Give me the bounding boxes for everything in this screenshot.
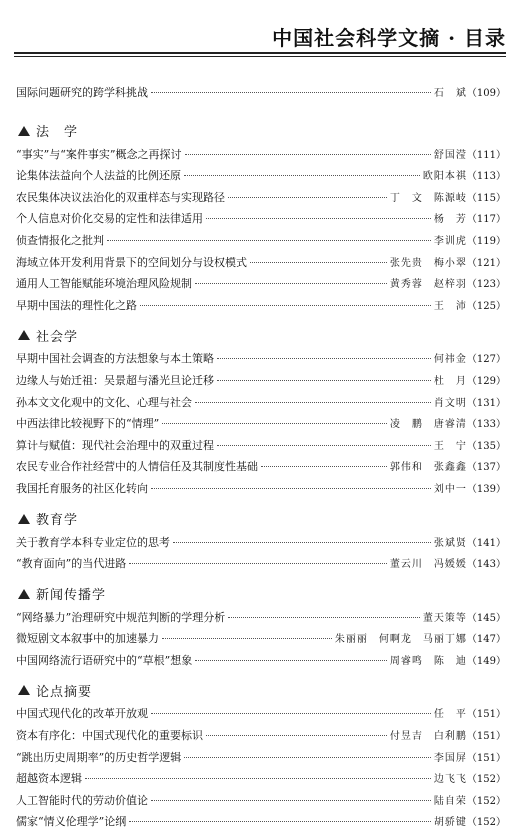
toc-entry[interactable] xyxy=(16,703,506,725)
entry-author: 欧阳本祺 xyxy=(422,171,467,183)
entry-title: 早期中国社会调查的方法想象与本土策略 xyxy=(16,352,214,366)
dot-leader xyxy=(217,445,431,446)
toc-entry[interactable] xyxy=(16,747,506,769)
entry-author: 肖文明 xyxy=(433,397,467,409)
entry-author: 郭伟和 张鑫鑫 xyxy=(389,462,467,474)
dot-leader xyxy=(206,735,387,736)
entry-author: 陆自荣 xyxy=(433,795,467,807)
entry-title: “网络暴力”治理研究中规范判断的学理分析 xyxy=(16,610,226,624)
entry-author: 周睿鸣 陈 迪 xyxy=(389,655,467,667)
section-heading xyxy=(16,118,506,144)
dot-leader xyxy=(195,402,431,403)
entry-title: 中国式现代化的改革开放观 xyxy=(16,707,148,721)
entry-page-number: （115） xyxy=(466,192,506,204)
entry-author: 朱丽丽 何啊龙 马丽丁娜 xyxy=(334,634,467,646)
toc-entry[interactable] xyxy=(16,348,506,370)
triangle-bullet-icon xyxy=(18,514,30,524)
entry-page-number: （151） xyxy=(466,752,506,764)
entry-author: 舒国滢 xyxy=(433,149,467,161)
section-title: 论点摘要 xyxy=(36,684,93,700)
dot-leader xyxy=(195,660,387,661)
dot-leader xyxy=(261,466,387,467)
entry-page-number: （131） xyxy=(466,397,506,409)
entry-author: 凌 鹏 唐睿清 xyxy=(389,419,467,431)
dot-leader xyxy=(250,262,387,263)
triangle-bullet-icon xyxy=(18,126,30,136)
entry-page-number: （127） xyxy=(466,354,506,366)
toc-entry[interactable] xyxy=(16,725,506,747)
entry-author: 董云川 冯媛媛 xyxy=(389,559,467,571)
entry-author: 何祎金 xyxy=(433,354,467,366)
triangle-bullet-icon xyxy=(18,685,30,695)
dot-leader xyxy=(173,542,431,543)
toc-entry[interactable] xyxy=(16,532,506,554)
toc-entry[interactable] xyxy=(16,370,506,392)
section-title: 社会学 xyxy=(36,329,79,345)
dot-leader xyxy=(195,283,387,284)
dot-leader xyxy=(85,778,431,779)
entry-title: 中西法律比较视野下的“情理” xyxy=(16,417,160,431)
entry-author: 董天策等 xyxy=(422,612,467,624)
page-header-title: 中国社会科学文摘 · 目录 xyxy=(272,26,506,50)
entry-author: 胡骄键 xyxy=(433,817,467,829)
toc-entry[interactable] xyxy=(16,187,506,209)
toc-entry[interactable] xyxy=(16,628,506,650)
entry-page-number: （117） xyxy=(466,214,506,226)
dot-leader xyxy=(129,821,431,822)
entry-title: 个人信息对价化交易的定性和法律适用 xyxy=(16,212,203,226)
entry-title: 孙本文文化观中的文化、心理与社会 xyxy=(16,395,192,409)
table-of-contents xyxy=(16,82,506,833)
header-rule-thick xyxy=(14,52,506,54)
entry-page-number: （135） xyxy=(466,440,506,452)
entry-title: 超越资本逻辑 xyxy=(16,772,82,786)
entry-page-number: （151） xyxy=(466,709,506,721)
toc-entry[interactable] xyxy=(16,435,506,457)
section-heading xyxy=(16,581,506,607)
entry-title: 人工智能时代的劳动价值论 xyxy=(16,793,148,807)
toc-entry[interactable] xyxy=(16,208,506,230)
entry-page-number: （147） xyxy=(466,634,506,646)
entry-page-number: （152） xyxy=(466,817,506,829)
entry-page-number: （125） xyxy=(466,300,506,312)
dot-leader xyxy=(162,638,332,639)
toc-entry[interactable] xyxy=(16,607,506,629)
entry-page-number: （149） xyxy=(466,655,506,667)
entry-author: 张斌贤 xyxy=(433,537,467,549)
entry-title: 我国托育服务的社区化转向 xyxy=(16,481,148,495)
dot-leader xyxy=(151,800,431,801)
triangle-bullet-icon xyxy=(18,330,30,340)
entry-author: 杜 月 xyxy=(433,375,467,387)
entry-page-number: （141） xyxy=(466,537,506,549)
section-title: 新闻传播学 xyxy=(36,588,107,604)
toc-entry[interactable] xyxy=(16,650,506,672)
entry-title: “教育面向”的当代进路 xyxy=(16,557,127,571)
entry-author: 张先贵 梅小翠 xyxy=(389,257,467,269)
entry-page-number: （113） xyxy=(466,171,506,183)
entry-title: 关于教育学本科专业定位的思考 xyxy=(16,535,170,549)
dot-leader xyxy=(151,713,431,714)
toc-entry[interactable] xyxy=(16,413,506,435)
triangle-bullet-icon xyxy=(18,589,30,599)
dot-leader xyxy=(162,423,387,424)
entry-title: 海域立体开发利用背景下的空间划分与设权模式 xyxy=(16,255,247,269)
entry-page-number: （152） xyxy=(466,774,506,786)
section-title: 教育学 xyxy=(36,513,79,528)
entry-page-number: （139） xyxy=(466,483,506,495)
entry-author: 石 斌 xyxy=(433,88,467,99)
entry-title: 通用人工智能赋能环境治理风险规制 xyxy=(16,277,192,291)
entry-title: 边缘人与始迁祖：吴景超与潘光旦论迁移 xyxy=(16,373,214,387)
entry-title: 论集体法益向个人法益的比例还原 xyxy=(16,169,181,183)
entry-page-number: （129） xyxy=(466,375,506,387)
toc-entry[interactable] xyxy=(16,165,506,187)
entry-author: 王 沛 xyxy=(433,300,467,312)
toc-entry[interactable] xyxy=(16,478,506,500)
toc-entry[interactable] xyxy=(16,252,506,274)
dot-leader xyxy=(107,240,431,241)
toc-entry[interactable] xyxy=(16,811,506,833)
entry-page-number: （145） xyxy=(466,612,506,624)
dot-leader xyxy=(185,154,431,155)
entry-author: 杨 芳 xyxy=(433,214,467,226)
entry-page-number: （121） xyxy=(466,257,506,269)
entry-page-number: （133） xyxy=(466,419,506,431)
entry-page-number: （119） xyxy=(466,235,506,247)
dot-leader xyxy=(184,757,431,758)
entry-author: 黄秀蓉 赵梓羽 xyxy=(389,279,467,291)
entry-title: 中国网络流行语研究中的“草根”想象 xyxy=(16,653,193,667)
entry-author: 李训虎 xyxy=(433,235,467,247)
section-heading xyxy=(16,506,506,532)
toc-entry[interactable] xyxy=(16,553,506,575)
toc-entry[interactable] xyxy=(16,273,506,295)
entry-title: 早期中国法的理性化之路 xyxy=(16,298,137,312)
entry-author: 刘中一 xyxy=(433,483,467,495)
entry-page-number: （152） xyxy=(466,795,506,807)
section-heading xyxy=(16,677,506,703)
entry-page-number: （123） xyxy=(466,279,506,291)
toc-entry[interactable] xyxy=(16,295,506,317)
entry-title: 算计与赋值：现代社会治理中的双重过程 xyxy=(16,438,214,452)
entry-author: 边飞飞 xyxy=(433,774,467,786)
toc-entry[interactable] xyxy=(16,790,506,812)
toc-entry[interactable] xyxy=(16,392,506,414)
section-title: 法 学 xyxy=(36,125,79,141)
entry-page-number: （151） xyxy=(466,731,506,743)
toc-entry[interactable] xyxy=(16,456,506,478)
toc-entry[interactable] xyxy=(16,230,506,252)
entry-title: “事实”与“案件事实”概念之再探讨 xyxy=(16,147,182,161)
toc-entry[interactable] xyxy=(16,768,506,790)
dot-leader xyxy=(228,197,387,198)
entry-author: 李国屏 xyxy=(433,752,467,764)
entry-author: 王 宁 xyxy=(433,440,467,452)
dot-leader xyxy=(129,563,387,564)
dot-leader xyxy=(151,92,431,93)
toc-entry[interactable] xyxy=(16,144,506,166)
dot-leader xyxy=(228,617,420,618)
entry-author: 丁 文 陈源岐 xyxy=(389,192,467,204)
header-rule-thin xyxy=(14,56,506,57)
toc-entry[interactable] xyxy=(16,82,506,104)
entry-title: “跳出历史周期率”的历史哲学逻辑 xyxy=(16,750,182,764)
dot-leader xyxy=(151,488,431,489)
entry-title: 资本有序化：中国式现代化的重要标识 xyxy=(16,729,203,743)
section-heading xyxy=(16,322,506,348)
entry-title: 农民专业合作社经营中的人情信任及其制度性基础 xyxy=(16,460,258,474)
entry-author: 任 平 xyxy=(433,709,467,721)
entry-page-number: （137） xyxy=(466,462,506,474)
entry-title: 微短剧文本叙事中的加速暴力 xyxy=(16,632,159,646)
dot-leader xyxy=(184,175,420,176)
entry-author: 付昱吉 白利鹏 xyxy=(389,731,467,743)
dot-leader xyxy=(140,305,431,306)
dot-leader xyxy=(206,218,431,219)
entry-page-number: （109） xyxy=(466,88,506,99)
entry-title: 儒家“情义伦理学”论纲 xyxy=(16,815,127,829)
dot-leader xyxy=(217,358,431,359)
entry-title: 农民集体决议法治化的双重样态与实现路径 xyxy=(16,190,225,204)
entry-page-number: （143） xyxy=(466,559,506,571)
entry-title: 国际问题研究的跨学科挑战 xyxy=(16,86,148,99)
entry-page-number: （111） xyxy=(466,149,506,161)
dot-leader xyxy=(217,380,431,381)
entry-title: 侦查情报化之批判 xyxy=(16,233,104,247)
